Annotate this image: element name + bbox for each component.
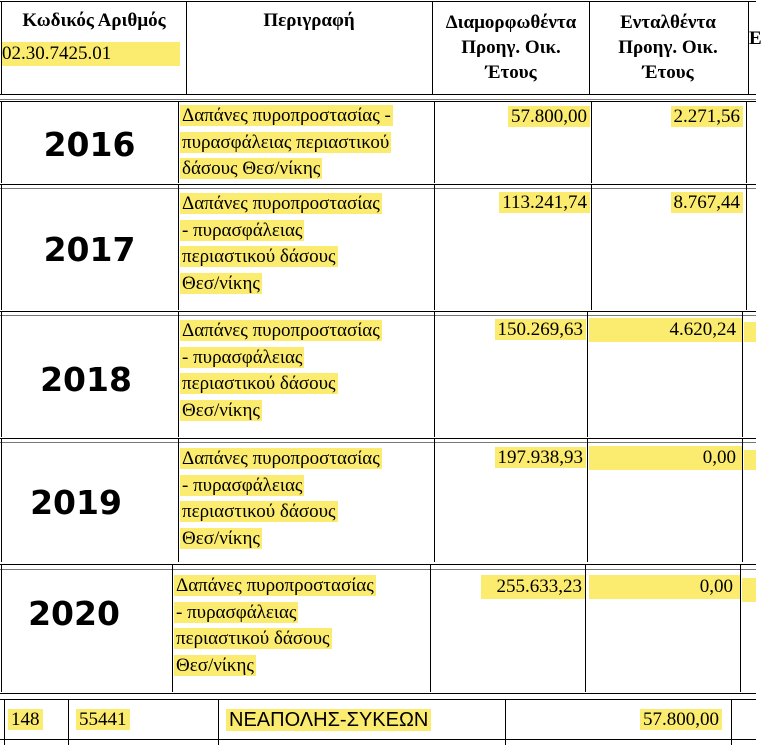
bottom-name: ΝΕΑΠΟΛΗΣ-ΣΥΚΕΩΝ [226, 708, 431, 732]
row-2018-edge-highlight [744, 322, 756, 342]
year-2020: 2020 [28, 594, 120, 633]
row-2017-description: Δαπάνες πυροπροστασίας - πυρασφάλειας περιαστικού δάσους Θεσ/νίκης [182, 193, 380, 294]
row-2020-committed: 0,00 [699, 576, 733, 597]
year-2016: 2016 [43, 125, 136, 164]
committed-header: Ενταλθέντα Προηγ. Οικ. Έτους [618, 12, 718, 83]
row-2019-committed: 0,00 [702, 447, 736, 468]
row-2020-adjusted: 255.633,23 [481, 575, 585, 599]
code-value-text: 02.30.7425.01 [2, 43, 112, 64]
row-2016-committed: 2.271,56 [593, 105, 743, 129]
header-edge-mark: Ε [749, 28, 762, 49]
bottom-code: 55441 [76, 708, 130, 732]
row-2019-description: Δαπάνες πυροπροστασίας - πυρασφάλειας περιαστικού δάσους Θεσ/νίκης [182, 448, 380, 549]
adjusted-header: Διαμορφωθέντα Προηγ. Οικ. Έτους [445, 12, 577, 83]
row-2016-top-border [0, 101, 756, 102]
description-header: Περιγραφή [263, 10, 355, 31]
code-value [2, 42, 180, 66]
row-2018-description: Δαπάνες πυροπροστασίας - πυρασφάλειας περιαστικού δάσους Θεσ/νίκης [182, 320, 380, 421]
row-2019-adjusted: 197.938,93 [436, 446, 586, 470]
row-2018-committed: 4.620,24 [669, 319, 736, 340]
row-2020-edge-highlight [742, 578, 756, 602]
row-2019-edge-highlight [744, 450, 756, 470]
year-2018: 2018 [40, 360, 132, 399]
code-header: Κωδικός Αριθμός [22, 10, 166, 31]
row-2017-adjusted: 113.241,74 [436, 191, 590, 215]
year-2019: 2019 [30, 483, 122, 522]
row-2016-adjusted: 57.800,00 [436, 105, 590, 129]
row-2016-description: Δαπάνες πυροπροστασίας - πυρασφάλειας περιαστικού δάσους Θεσ/νίκης [182, 105, 391, 179]
row-2017-committed: 8.767,44 [593, 191, 743, 215]
row-2020-description: Δαπάνες πυροπροστασίας - πυρασφάλειας περιαστικού δάσους Θεσ/νίκης [176, 575, 374, 676]
bottom-number: 148 [8, 708, 43, 732]
bottom-amount: 57.800,00 [560, 708, 722, 732]
year-2017: 2017 [43, 230, 136, 269]
row-2018-adjusted: 150.269,63 [436, 318, 586, 342]
